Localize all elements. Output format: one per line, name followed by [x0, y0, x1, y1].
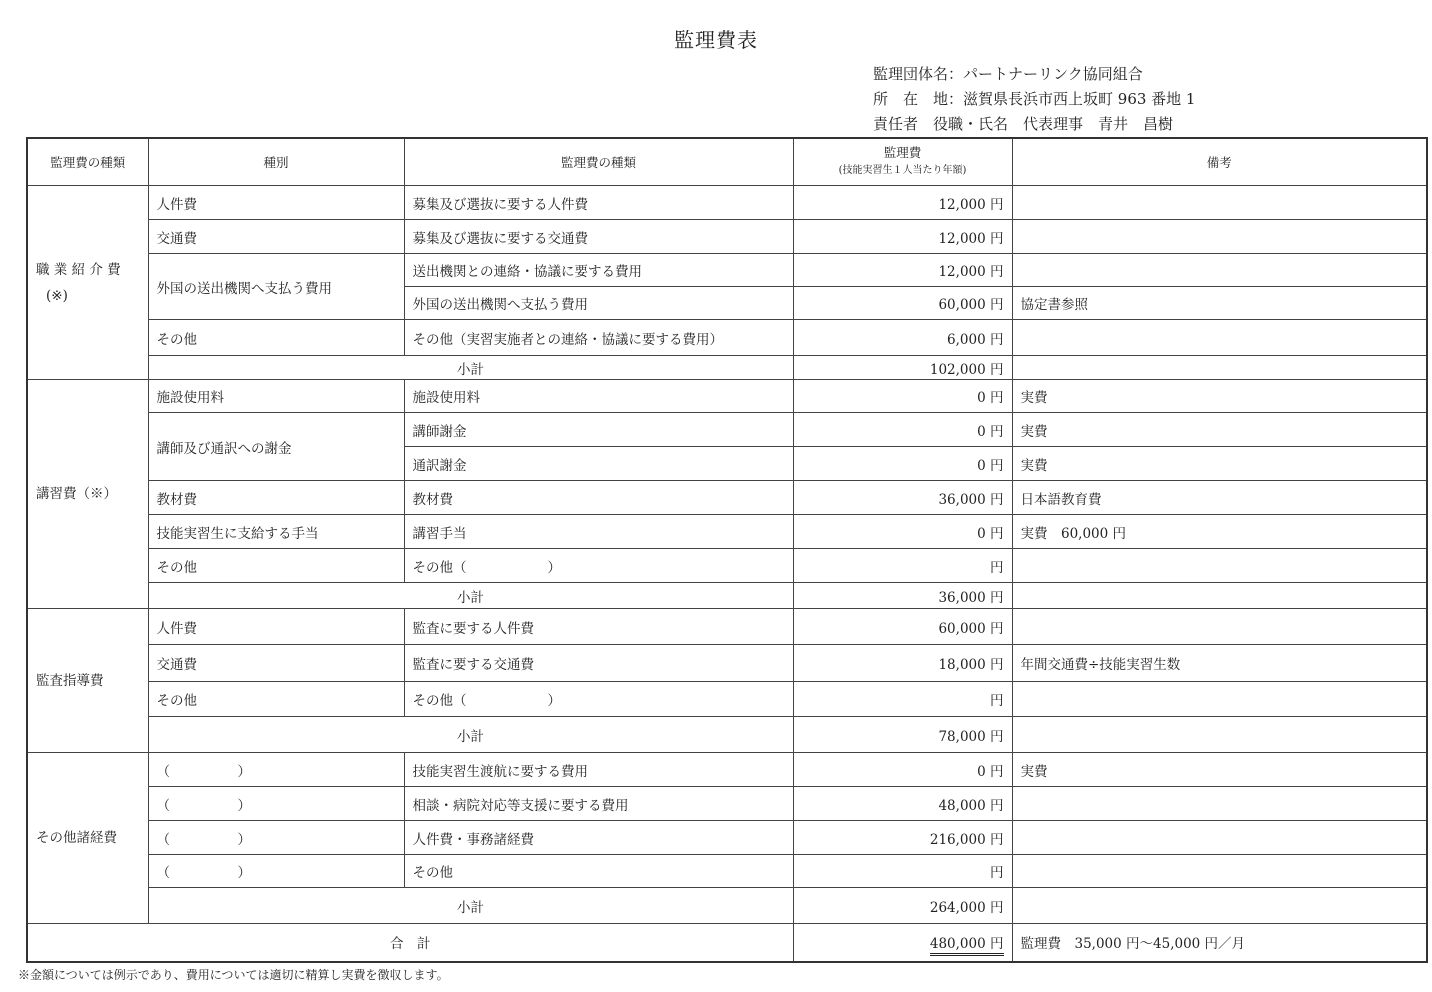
- table-row: [27, 645, 1427, 682]
- row-note: [1012, 320, 1427, 356]
- header-type: 種別: [148, 138, 404, 186]
- row-item: 施設使用料: [404, 380, 793, 413]
- row-amount: 12,000 円: [793, 186, 1012, 220]
- row-amount: 36,000 円: [793, 481, 1012, 515]
- row-amount: 60,000 円: [793, 287, 1012, 320]
- table-row: [27, 186, 1427, 220]
- table-row: [27, 254, 1427, 287]
- row-note: 日本語教育費: [1012, 481, 1427, 515]
- row-type: 施設使用料: [148, 380, 404, 413]
- row-note: 年間交通費÷技能実習生数: [1012, 645, 1427, 682]
- subtotal-row: [27, 583, 1427, 609]
- supervision-fee-table: [26, 137, 1428, 963]
- table-row: [27, 481, 1427, 515]
- row-amount: 円: [793, 549, 1012, 583]
- row-item: 外国の送出機関へ支払う費用: [404, 287, 793, 320]
- row-type: （ ）: [148, 787, 404, 821]
- subtotal-amount: 78,000 円: [793, 717, 1012, 753]
- row-item: 送出機関との連絡・協議に要する費用: [404, 254, 793, 287]
- footnote: ※金額については例示であり、費用については適切に精算し実費を徴収します。: [18, 968, 449, 982]
- org-representative: 責任者 役職・氏名 代表理事 青井 昌樹: [873, 112, 1187, 138]
- row-note: 実費: [1012, 413, 1427, 447]
- row-type: （ ）: [148, 821, 404, 855]
- row-type: 講師及び通訳への謝金: [148, 413, 404, 481]
- row-type: 交通費: [148, 220, 404, 254]
- row-type: 教材費: [148, 481, 404, 515]
- row-amount: 0 円: [793, 413, 1012, 447]
- subtotal-row: [27, 717, 1427, 753]
- document-title: 監理費表: [674, 28, 758, 52]
- row-note: [1012, 682, 1427, 717]
- header-fee-item: 監理費の種類: [404, 138, 793, 186]
- subtotal-label: 小計: [148, 356, 793, 380]
- row-type: 人件費: [148, 609, 404, 645]
- table-row: [27, 413, 1427, 447]
- row-item: その他（ ）: [404, 549, 793, 583]
- row-note: 実費 60,000 円: [1012, 515, 1427, 549]
- organization-info: [873, 62, 1233, 138]
- row-note: 協定書参照: [1012, 287, 1427, 320]
- row-type: （ ）: [148, 753, 404, 787]
- row-item: 監査に要する人件費: [404, 609, 793, 645]
- table-row: [27, 515, 1427, 549]
- row-amount: 0 円: [793, 515, 1012, 549]
- row-amount: 48,000 円: [793, 787, 1012, 821]
- header-fee-amount-sub: (技能実習生１人当たり年額): [838, 165, 967, 176]
- header-fee-category: 監理費の種類: [27, 138, 148, 186]
- total-amount: 480,000 円: [930, 936, 1004, 956]
- row-note: [1012, 254, 1427, 287]
- row-amount: 円: [793, 682, 1012, 717]
- row-item: 人件費・事務諸経費: [404, 821, 793, 855]
- subtotal-note: [1012, 888, 1427, 924]
- row-item: 講師謝金: [404, 413, 793, 447]
- category-job-placement: [27, 186, 148, 380]
- row-type: 技能実習生に支給する手当: [148, 515, 404, 549]
- row-type: 人件費: [148, 186, 404, 220]
- row-note: 実費: [1012, 380, 1427, 413]
- row-note: [1012, 787, 1427, 821]
- row-amount: 0 円: [793, 380, 1012, 413]
- row-item: 募集及び選抜に要する人件費: [404, 186, 793, 220]
- subtotal-label: 小計: [148, 717, 793, 753]
- row-note: [1012, 821, 1427, 855]
- org-name: 監理団体名：パートナーリンク協同組合: [873, 65, 1143, 83]
- row-amount: 12,000 円: [793, 254, 1012, 287]
- table-row: [27, 753, 1427, 787]
- row-note: [1012, 549, 1427, 583]
- table-row: [27, 787, 1427, 821]
- row-item: その他: [404, 855, 793, 888]
- total-amount-cell: [793, 924, 1012, 962]
- subtotal-row: [27, 888, 1427, 924]
- subtotal-note: [1012, 356, 1427, 380]
- row-type: その他: [148, 682, 404, 717]
- row-amount: 12,000 円: [793, 220, 1012, 254]
- category-training: 講習費（※）: [27, 380, 148, 609]
- table-row: [27, 821, 1427, 855]
- table-row: [27, 380, 1427, 413]
- row-item: 相談・病院対応等支援に要する費用: [404, 787, 793, 821]
- row-note: 実費: [1012, 447, 1427, 481]
- table-row: [27, 682, 1427, 717]
- row-amount: 6,000 円: [793, 320, 1012, 356]
- category-label: 職 業 紹 介 費: [36, 261, 121, 278]
- row-type: その他: [148, 549, 404, 583]
- subtotal-note: [1012, 583, 1427, 609]
- row-item: その他（ ）: [404, 682, 793, 717]
- category-audit: 監査指導費: [27, 609, 148, 753]
- header-fee-amount: [793, 138, 1012, 186]
- subtotal-amount: 264,000 円: [793, 888, 1012, 924]
- header-fee-amount-label: 監理費: [883, 145, 922, 160]
- row-type: その他: [148, 320, 404, 356]
- row-item: 技能実習生渡航に要する費用: [404, 753, 793, 787]
- table-header-row: [27, 138, 1427, 186]
- row-amount: 18,000 円: [793, 645, 1012, 682]
- org-address: 所 在 地：滋賀県長浜市西上坂町 963 番地 1: [873, 90, 1196, 108]
- total-row: [27, 924, 1427, 962]
- total-note: 監理費 35,000 円～45,000 円／月: [1012, 924, 1427, 962]
- row-note: [1012, 220, 1427, 254]
- row-item: 監査に要する交通費: [404, 645, 793, 682]
- subtotal-label: 小計: [148, 888, 793, 924]
- row-note: [1012, 609, 1427, 645]
- header-remarks: 備考: [1012, 138, 1427, 186]
- row-note: [1012, 855, 1427, 888]
- subtotal-note: [1012, 717, 1427, 753]
- row-amount: 円: [793, 855, 1012, 888]
- table-row: [27, 609, 1427, 645]
- table-row: [27, 220, 1427, 254]
- row-amount: 0 円: [793, 447, 1012, 481]
- row-type: 外国の送出機関へ支払う費用: [148, 254, 404, 320]
- table-row: [27, 549, 1427, 583]
- subtotal-row: [27, 356, 1427, 380]
- row-item: 講習手当: [404, 515, 793, 549]
- row-note: 実費: [1012, 753, 1427, 787]
- table-row: [27, 320, 1427, 356]
- row-amount: 0 円: [793, 753, 1012, 787]
- row-item: その他（実習実施者との連絡・協議に要する費用）: [404, 320, 793, 356]
- row-item: 募集及び選抜に要する交通費: [404, 220, 793, 254]
- row-item: 通訳謝金: [404, 447, 793, 481]
- row-type: 交通費: [148, 645, 404, 682]
- row-amount: 60,000 円: [793, 609, 1012, 645]
- subtotal-amount: 36,000 円: [793, 583, 1012, 609]
- subtotal-amount: 102,000 円: [793, 356, 1012, 380]
- table-row: [27, 855, 1427, 888]
- category-label-mark: (※): [46, 287, 68, 304]
- row-item: 教材費: [404, 481, 793, 515]
- total-label: 合 計: [27, 924, 793, 962]
- row-note: [1012, 186, 1427, 220]
- subtotal-label: 小計: [148, 583, 793, 609]
- row-type: （ ）: [148, 855, 404, 888]
- row-amount: 216,000 円: [793, 821, 1012, 855]
- category-other-expenses: その他諸経費: [27, 753, 148, 924]
